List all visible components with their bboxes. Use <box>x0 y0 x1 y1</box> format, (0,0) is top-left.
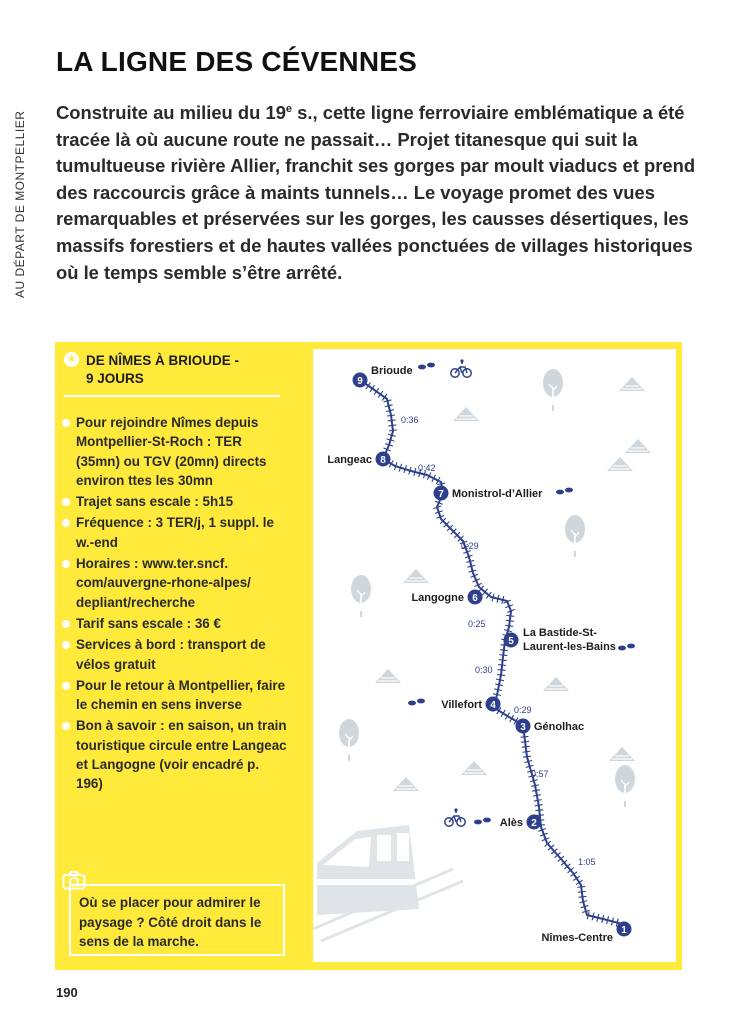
mountain-icon <box>619 377 645 391</box>
station-label-brioude: Brioude <box>371 365 413 377</box>
station-number: 1 <box>621 925 627 936</box>
station-label-ales: Alès <box>499 817 523 829</box>
station-number: 3 <box>520 722 526 733</box>
route-title-line-2: 9 JOURS <box>86 371 144 386</box>
route-title-line-1: DE NÎMES À BRIOUDE - <box>86 353 240 368</box>
route-map <box>313 349 676 962</box>
info-item: Tarif sans escale : 36 € <box>62 614 288 633</box>
station-marker <box>527 815 542 830</box>
segment-duration: 0:36 <box>401 415 419 425</box>
bike-icon <box>451 359 471 377</box>
mountain-icon <box>607 457 633 471</box>
page-title: LA LIGNE DES CÉVENNES <box>56 46 417 77</box>
footprints-icon <box>474 818 491 825</box>
footprints-icon <box>418 363 435 370</box>
mountain-icon <box>543 677 569 691</box>
station-number: 5 <box>508 636 514 647</box>
station-marker <box>504 633 519 648</box>
station-marker <box>617 922 632 937</box>
mountain-icon <box>609 747 635 761</box>
route-title <box>86 352 276 388</box>
star-icon: ★ <box>64 352 79 367</box>
station-number: 9 <box>357 376 363 387</box>
station-label-langogne: Langogne <box>411 592 464 604</box>
station-number: 4 <box>490 700 496 711</box>
info-item: Horaires : www.ter.sncf. com/auvergne-rhone-alpes/ depliant/recherche <box>62 554 288 612</box>
train-illustration <box>313 825 463 941</box>
segment-duration: 0:42 <box>418 463 436 473</box>
bike-icon <box>445 808 465 826</box>
station-number: 6 <box>472 593 478 604</box>
info-item: Pour rejoindre Nîmes depuis Montpellier-St-Roch : TER (35mn) ou TGV (20mn) directs environ ttes les 30mn <box>62 413 288 490</box>
map-canvas <box>313 349 676 962</box>
page-number: 190 <box>56 985 78 1000</box>
station-marker <box>353 373 368 388</box>
station-number: 7 <box>438 489 444 500</box>
info-item: Trajet sans escale : 5h15 <box>62 492 288 511</box>
route-heading <box>64 349 280 393</box>
segment-duration: 1:05 <box>578 857 596 867</box>
footprints-icon <box>618 644 635 651</box>
footprints-icon <box>408 699 425 706</box>
station-label-langeac: Langeac <box>327 454 372 466</box>
station-label-la-bastide-1: La Bastide-St- <box>523 627 597 639</box>
tree-icon <box>339 719 359 761</box>
mountain-icon <box>453 407 479 421</box>
intro-paragraph <box>56 100 696 286</box>
route-heading-divider <box>64 395 280 397</box>
tip-box: Où se placer pour admirer le paysage ? Côté droit dans le sens de la marche. <box>69 884 285 956</box>
station-label-villefort: Villefort <box>441 699 482 711</box>
mountain-icon <box>403 569 429 583</box>
info-item: Bon à savoir : en saison, un train touristique circule entre Langeac et Langogne (voir encadré p. 196) <box>62 716 288 793</box>
station-marker <box>516 719 531 734</box>
tree-icon <box>565 515 585 557</box>
station-marker <box>468 590 483 605</box>
station-marker <box>376 452 391 467</box>
info-list <box>62 413 288 796</box>
section-side-label: AU DÉPART DE MONTPELLIER <box>13 110 27 298</box>
mountain-icon <box>393 777 419 791</box>
segment-duration: 0:57 <box>531 769 549 779</box>
info-item: Fréquence : 3 TER/j, 1 suppl. le w.-end <box>62 513 288 552</box>
tree-icon <box>543 369 563 411</box>
footprints-icon <box>556 488 573 495</box>
tree-icon <box>615 765 635 807</box>
mountain-icon <box>625 439 651 453</box>
tree-icon <box>351 575 371 617</box>
segment-duration: 0:29 <box>514 705 532 715</box>
station-label-nimes: Nîmes-Centre <box>541 932 613 944</box>
intro-text-rest: s., cette ligne ferroviaire emblématique a été tracée là où aucune route ne passait… Projet titanesque qui suit la tumultueuse rivière Allier, franchit ses gorges par moult viaducs et prend des raccourcis grâce à maints tunnels… Le voyage promet des vues remarquables et préservées sur les gorges, les causses désertiques, les massifs forestiers et de hautes vallées ponctuées de villages historiques où le temps semble s’être arrêté. <box>56 102 696 283</box>
intro-superscript: e <box>285 102 293 115</box>
station-label-genolhac: Génolhac <box>534 721 585 733</box>
info-item: Pour le retour à Montpellier, faire le chemin en sens inverse <box>62 676 288 715</box>
station-marker <box>434 486 449 501</box>
station-number: 8 <box>380 455 386 466</box>
station-label-monistrol: Monistrol-d’Allier <box>452 488 543 500</box>
segment-duration: 0:25 <box>468 619 486 629</box>
info-item: Services à bord : transport de vélos gratuit <box>62 635 288 674</box>
segment-duration: 0:30 <box>475 665 493 675</box>
intro-text-start: Construite au milieu du 19 <box>56 102 286 123</box>
station-label-la-bastide-2: Laurent-les-Bains <box>523 641 616 653</box>
segment-duration: 0:29 <box>461 541 479 551</box>
mountain-icon <box>375 669 401 683</box>
station-marker <box>486 697 501 712</box>
mountain-icon <box>461 761 487 775</box>
station-number: 2 <box>531 818 537 829</box>
